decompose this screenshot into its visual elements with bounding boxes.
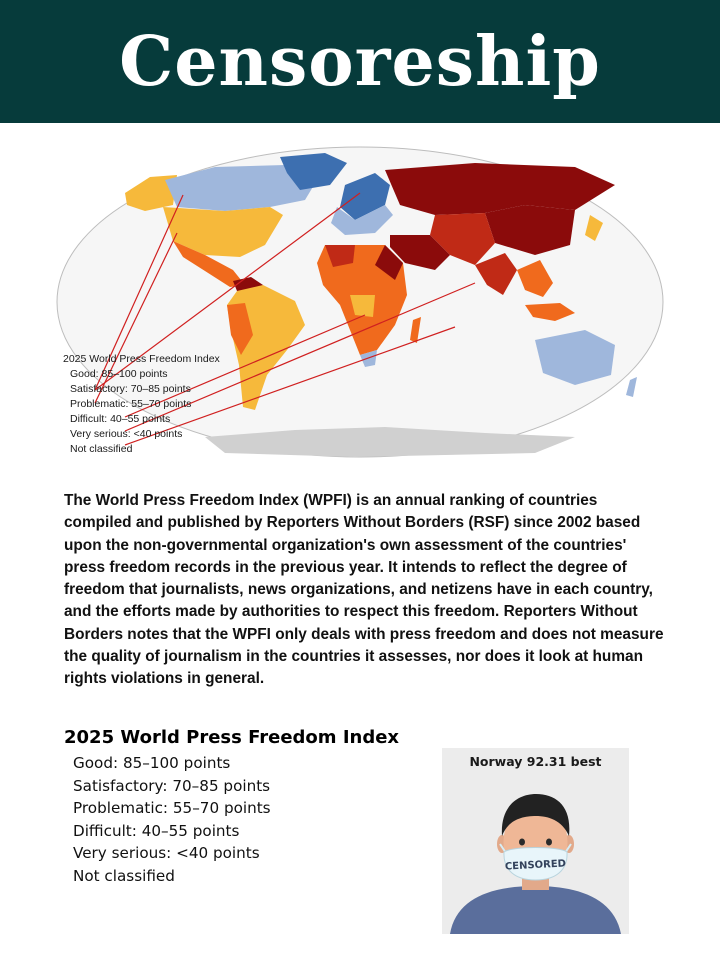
map-legend-title: 2025 World Press Freedom Index	[63, 353, 220, 365]
map-legend-item: Problematic: 55–70 points	[70, 398, 192, 410]
map-legend-item: Difficult: 40–55 points	[70, 413, 171, 425]
map-legend-item: Very serious: <40 points	[70, 428, 183, 440]
map-legend-item: Not classified	[70, 443, 133, 455]
index-item: Difficult: 40–55 points	[73, 821, 240, 840]
map-legend-item: Satisfactory: 70–85 points	[70, 383, 191, 395]
index-list	[73, 752, 271, 887]
index-item: Very serious: <40 points	[73, 844, 260, 862]
index-item: Problematic: 55–70 points	[73, 799, 271, 817]
page-title: Censoreship	[119, 21, 601, 102]
title-banner	[0, 0, 720, 123]
mask-text: CENSORED	[504, 858, 567, 873]
index-item: Not classified	[73, 866, 175, 885]
index-item: Satisfactory: 70–85 points	[73, 776, 271, 795]
index-item: Good: 85–100 points	[73, 754, 231, 772]
description-paragraph: The World Press Freedom Index (WPFI) is an annual ranking of countries compiled and published by Reporters Without Borders (RSF) since 2002 based upon the non-governmental organization's own assessment of the countries' press freedom records in the previous year. It intends to reflect the degree of freedom that journalists, news organizations, and netizens have in each country, and the efforts made by authorities to respect this freedom. Reporters Without Borders notes that the WPFI only deals with press freedom and does not measure the quality of journalism in the countries it assesses, nor does it look at human rights violations in general.	[64, 492, 664, 688]
index-heading: 2025 World Press Freedom Index	[64, 727, 400, 748]
censored-person-illustration	[442, 748, 629, 934]
censored-person-card	[442, 748, 629, 934]
map-legend-item: Good: 85–100 points	[70, 368, 168, 380]
card-caption: Norway 92.31 best	[469, 754, 602, 769]
map-legend	[63, 352, 220, 457]
world-map	[55, 145, 665, 460]
